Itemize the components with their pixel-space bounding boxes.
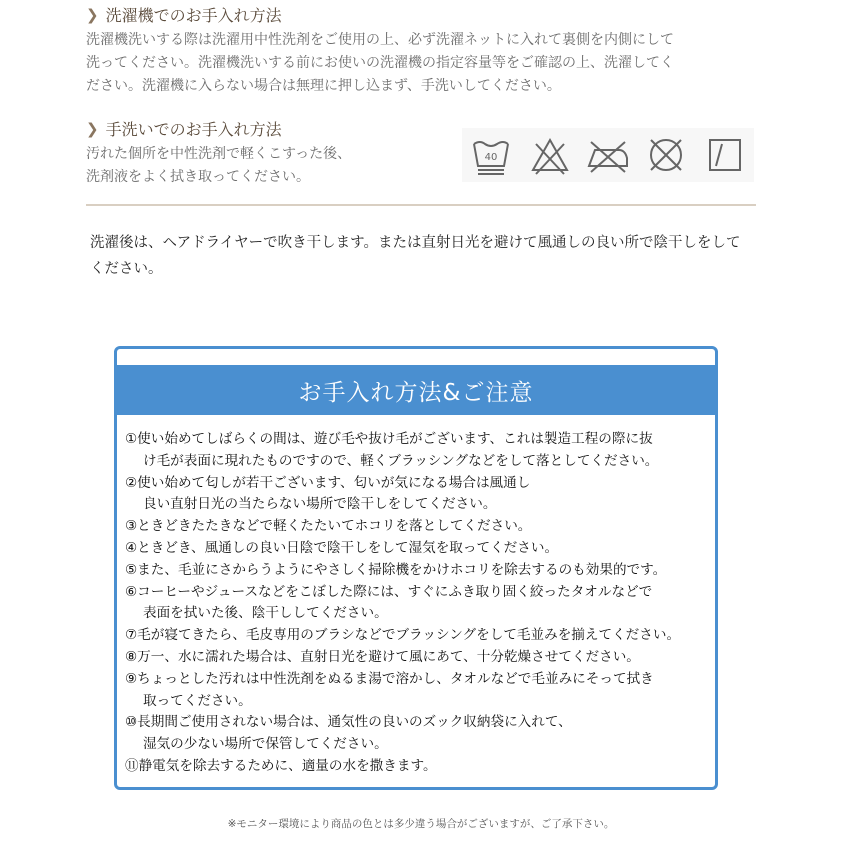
care-symbols (462, 128, 754, 182)
notice-item: ①使い始めてしばらくの間は、遊び毛や抜け毛がございます、これは製造工程の際に抜 け毛が表面に現れたものですので、軽くブラッシングなどをして落としてください。 (125, 431, 659, 469)
notice-item: ⑥コーヒーやジュースなどをこぼした際には、すぐにふき取り固く絞ったタオルなどで 表面を拭いた後、陰干ししてください。 (125, 583, 653, 622)
care-notice-box (114, 346, 718, 790)
drying-note: 洗濯後は、ヘアドライヤーで吹き干します。または直射日光を避けて風通しの良い所で陰干しをしてください。 (90, 235, 741, 277)
machine-wash-line: 洗ってください。洗濯機洗いする前にお使いの洗濯機の指定容量等をご確認の上、洗濯してく (86, 55, 674, 71)
no-bleach-icon (527, 132, 573, 178)
notice-item: ⑤また、毛並にさからうようにやさしく掃除機をかけホコリを除去するのも効果的です。 (125, 561, 667, 578)
notice-item: ⑨ちょっとした汚れは中性洗剤をぬるま湯で溶かし、タオルなどで毛並みにそって拭き 取ってください。 (125, 670, 654, 709)
notice-item: ⑪静電気を除去するために、適量の水を撒きます。 (125, 757, 437, 774)
footnote: ※モニター環境により商品の色とは多少違う場合がございますが、ご了承下さい。 (227, 818, 615, 830)
machine-wash-text (86, 29, 674, 98)
chevron-right-icon: ❯ (86, 5, 99, 24)
section-divider (86, 204, 756, 206)
notice-list (125, 429, 715, 778)
notice-item: ②使い始めて匂しが若干ございます、匂いが気になる場合は風通し 良い直射日光の当たらない場所で陰干しをしてください。 (125, 474, 531, 513)
notice-item: ③ときどきたたきなどで軽くたたいてホコリを落としてください。 (125, 518, 532, 535)
hand-wash-line: 洗剤液をよく拭き取ってください。 (86, 169, 310, 185)
hand-wash-heading: ❯ 手洗いでのお手入れ方法 (86, 119, 282, 139)
line-dry-icon (702, 132, 748, 178)
hand-wash-text (86, 143, 351, 189)
machine-wash-heading: ❯ 洗濯機でのお手入れ方法 (86, 5, 282, 25)
wash-temp-label: 40 (484, 152, 498, 163)
chevron-right-icon: ❯ (86, 119, 99, 138)
notice-item: ⑦毛が寝てきたら、毛皮専用のブラシなどでブラッシングをして毛並みを揃えてください。 (125, 627, 681, 644)
hand-wash-line: 汚れた個所を中性洗剤で軽くこすった後、 (86, 146, 352, 162)
no-dry-clean-icon (643, 132, 689, 178)
wash-40-icon (468, 132, 514, 178)
notice-item: ⑧万一、水に濡れた場合は、直射日光を避けて風にあて、十分乾燥させてください。 (125, 648, 640, 665)
no-iron-icon (585, 132, 631, 178)
notice-item: ⑩長期間ご使用されない場合は、通気性の良いのズック収納袋に入れて、 湿気の少ない場所で保管してください。 (125, 714, 572, 753)
machine-wash-line: ださい。洗濯機に入らない場合は無理に押し込まず、手洗いしてください。 (86, 78, 561, 94)
notice-title: お手入れ方法&ご注意 (117, 365, 715, 415)
notice-item: ④ときどき、風通しの良い日陰で陰干しをして湿気を取ってください。 (125, 539, 559, 556)
machine-wash-line: 洗濯機洗いする際は洗濯用中性洗剤をご使用の上、必ず洗濯ネットに入れて裏側を内側にして (86, 32, 674, 48)
